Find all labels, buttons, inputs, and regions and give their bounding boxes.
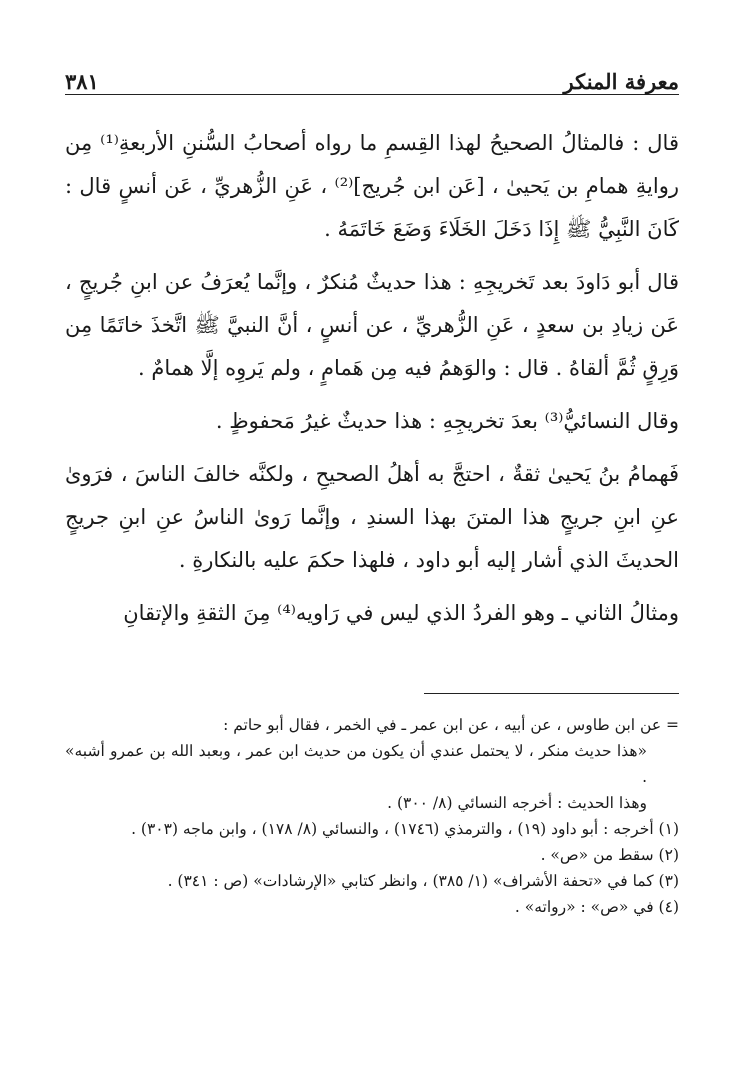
footnote-continuation: = عن ابن طاوس ، عن أبيه ، عن ابن عمر ـ في الخمر ، فقال أبو حاتم : [223, 716, 679, 734]
paragraph: وقال النسائيُّ⁽³⁾ بعدَ تخريجِهِ : هذا حديثٌ غيرُ مَحفوظٍ . [215, 409, 679, 433]
paragraph: ومثالُ الثاني ـ وهو الفردُ الذي ليس في رَاويه⁽⁴⁾ مِنَ الثقةِ والإتقانِ [123, 601, 679, 625]
chapter-title: معرفة المنكر [563, 69, 679, 94]
paragraph: قال : فالمثالُ الصحيحُ لهذا القِسمِ ما رواه أصحابُ السُّننِ الأربعةِ⁽¹⁾ مِن روايةِ همامِ بن يَحيىٰ ، [عَن ابن جُريج]⁽²⁾ ، عَنِ الزُّهريِّ ، عَن أنسٍ قال : كَانَ النَّبِيُّ ﷺ إِذَا دَخَلَ الخَلَاءَ وَضَعَ خَاتَمَهُ . [65, 131, 679, 241]
running-header [65, 58, 679, 95]
footnote-continuation: وهذا الحديث : أخرجه النسائي (٨/ ٣٠٠) . [387, 794, 647, 812]
footnote: (٢) سقط من «ص» . [540, 846, 679, 864]
paragraph: قال أبو دَاودَ بعد تَخريجِهِ : هذا حديثٌ مُنكرٌ ، وإنَّما يُعرَفُ عن ابنِ جُريجٍ ، عَن زيادِ بن سعدٍ ، عَنِ الزُّهريِّ ، عن أنسٍ ، أنَّ النبيَّ ﷺ اتَّخذَ خاتَمًا مِن وَرِقٍ ثُمَّ ألقاهُ . قال : والوَهمُ فيه مِن هَمامٍ ، ولم يَروِه إلَّا همامٌ . [65, 270, 679, 380]
footnote: (١) أخرجه : أبو داود (١٩) ، والترمذي (١٧٤٦) ، والنسائي (٨/ ١٧٨) ، وابن ماجه (٣٠٣) . [131, 820, 679, 838]
footnotes [65, 712, 679, 920]
footnote: (٣) كما في «تحفة الأشراف» (١/ ٣٨٥) ، وانظر كتابي «الإرشادات» (ص : ٣٤١) . [167, 872, 679, 890]
paragraph: فَهمامُ بنُ يَحيىٰ ثقةٌ ، احتجَّ به أهلُ الصحيحِ ، ولكنَّه خالفَ الناسَ ، فرَوىٰ عنِ ابنِ جريجٍ هذا المتنَ بهذا السندِ ، وإنَّما رَوىٰ الناسُ عنِ ابنِ جريجٍ الحديثَ الذي أشار إليه أبو داود ، فلهذا حكمَ عليه بالنكارةِ . [65, 462, 679, 572]
footnote: (٤) في «ص» : «رواته» . [514, 898, 679, 916]
footnote-continuation: «هذا حديث منكر ، لا يحتمل عندي أن يكون من حديث ابن عمر ، وبعبد الله بن عمرو أشبه» . [65, 742, 647, 786]
main-text [65, 122, 679, 645]
page-number: ٣٨١ [65, 69, 99, 94]
footnote-separator [424, 693, 679, 694]
